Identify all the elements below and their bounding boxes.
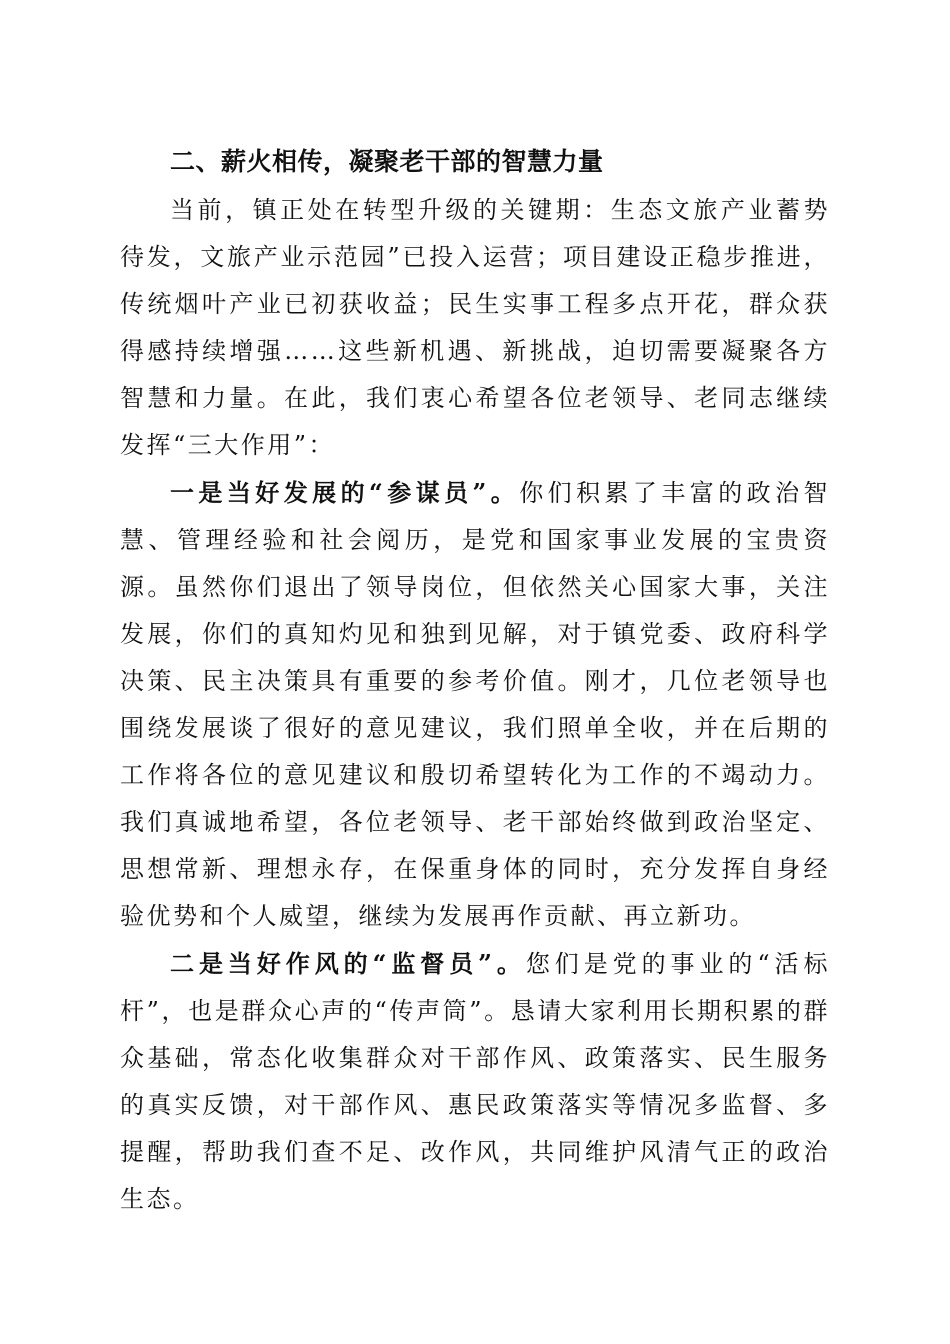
paragraph-text: 当前，镇正处在转型升级的关键期：生态文旅产业蓄势待发，文旅产业示范园”已投入运营；项目建设正稳步推进，传统烟叶产业已初获收益；民生实事工程多点开花，群众获得感持续增强……这些新机遇、新挑战，迫切需要凝聚各方智慧和力量。在此，我们衷心希望各位老领导、老同志继续发挥“三大作用”： <box>120 196 830 459</box>
paragraph-advisor <box>120 469 830 940</box>
paragraph-intro <box>120 186 830 469</box>
paragraph-supervisor <box>120 940 830 1223</box>
paragraph-lead: 二是当好作风的“监督员”。 <box>170 949 526 978</box>
paragraph-text: 你们积累了丰富的政治智慧、管理经验和社会阅历，是党和国家事业发展的宝贵资源。虽然你们退出了领导岗位，但依然关心国家大事，关注发展，你们的真知灼见和独到见解，对于镇党委、政府科学决策、民主决策具有重要的参考价值。刚才，几位老领导也围绕发展谈了很好的意见建议，我们照单全收，并在后期的工作将各位的意见建议和殷切希望转化为工作的不竭动力。我们真诚地希望，各位老领导、老干部始终做到政治坚定、思想常新、理想永存，在保重身体的同时，充分发挥自身经验优势和个人威望，继续为发展再作贡献、再立新功。 <box>120 479 831 930</box>
document-body <box>120 138 830 1223</box>
paragraph-text: 您们是党的事业的“活标杆”，也是群众心声的“传声筒”。恳请大家利用长期积累的群众基础，常态化收集群众对干部作风、政策落实、民生服务的真实反馈，对干部作风、惠民政策落实等情况多监督、多提醒，帮助我们查不足、改作风，共同维护风清气正的政治生态。 <box>120 950 830 1213</box>
paragraph-lead: 一是当好发展的“参谋员”。 <box>170 478 520 507</box>
section-heading: 二、薪火相传，凝聚老干部的智慧力量 <box>170 147 604 176</box>
